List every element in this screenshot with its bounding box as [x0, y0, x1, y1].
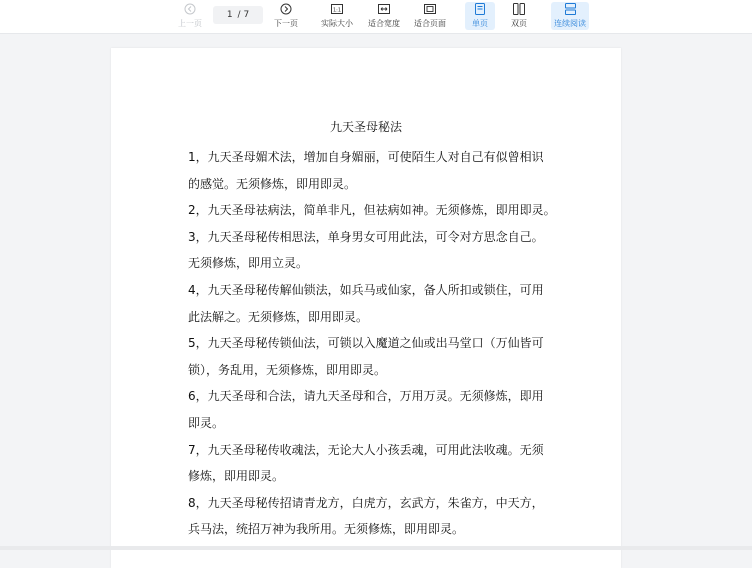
text-line: 3，九天圣母秘传相思法，单身男女可用此法，可令对方思念自己。	[188, 224, 558, 251]
actual-size-label: 实际大小	[321, 18, 353, 29]
double-page-icon	[513, 2, 525, 16]
continuous-reading-icon	[565, 2, 576, 16]
svg-text:1:1: 1:1	[333, 8, 341, 14]
text-line: 无须修炼，即用立灵。	[188, 250, 558, 277]
fit-width-button[interactable]	[366, 2, 402, 30]
single-page-button[interactable]	[465, 2, 495, 30]
page-current: 1	[227, 10, 233, 20]
document-body	[188, 144, 558, 543]
text-line: 锁），务乱用，无须修炼，即用即灵。	[188, 357, 558, 384]
actual-size-icon	[331, 2, 343, 16]
page-number-input[interactable]	[213, 6, 263, 24]
fit-page-button[interactable]	[412, 2, 448, 30]
text-line: 5，九天圣母秘传锁仙法，可锁以入魔道之仙或出马堂口（万仙皆可	[188, 330, 558, 357]
text-line: 4，九天圣母秘传解仙锁法，如兵马或仙家，备人所扣或锁住，可用	[188, 277, 558, 304]
double-page-button[interactable]	[504, 2, 534, 30]
text-line: 6，九天圣母和合法，请九天圣母和合，万用万灵。无须修炼，即用	[188, 383, 558, 410]
prev-page-label: 上一页	[178, 18, 202, 29]
text-line: 兵马法，统招万神为我所用。无须修炼，即用即灵。	[188, 516, 558, 543]
fit-page-icon	[424, 2, 436, 16]
actual-size-button[interactable]	[319, 2, 355, 30]
text-line: 1，九天圣母媚术法，增加自身媚丽，可使陌生人对自己有似曾相识	[188, 144, 558, 171]
chevron-right-icon	[280, 2, 292, 16]
single-page-icon	[475, 2, 485, 16]
double-page-label: 双页	[511, 18, 527, 29]
single-page-label: 单页	[472, 18, 488, 29]
prev-page-button[interactable]	[175, 2, 205, 30]
text-line: 2，九天圣母祛病法，简单非凡，但祛病如神。无须修炼，即用即灵。	[188, 197, 558, 224]
fit-page-label: 适合页面	[414, 18, 446, 29]
document-page	[111, 48, 621, 568]
document-title: 九天圣母秘法	[111, 118, 621, 135]
text-line: 此法解之。无须修炼，即用即灵。	[188, 304, 558, 331]
bottom-scroll-area	[0, 546, 752, 550]
text-line: 7，九天圣母秘传收魂法，无论大人小孩丢魂，可用此法收魂。无须	[188, 437, 558, 464]
viewer-toolbar	[0, 0, 752, 34]
chevron-left-icon	[184, 2, 196, 16]
fit-width-icon	[378, 2, 390, 16]
page-total: / 7	[238, 10, 250, 20]
text-line: 即灵。	[188, 410, 558, 437]
fit-width-label: 适合宽度	[368, 18, 400, 29]
next-page-label: 下一页	[274, 18, 298, 29]
text-line: 修炼，即用即灵。	[188, 463, 558, 490]
text-line: 8，九天圣母秘传招请青龙方，白虎方，玄武方，朱雀方，中天方，	[188, 490, 558, 517]
continuous-reading-button[interactable]	[551, 2, 589, 30]
next-page-button[interactable]	[271, 2, 301, 30]
text-line: 的感觉。无须修炼，即用即灵。	[188, 171, 558, 198]
continuous-reading-label: 连续阅读	[554, 18, 586, 29]
